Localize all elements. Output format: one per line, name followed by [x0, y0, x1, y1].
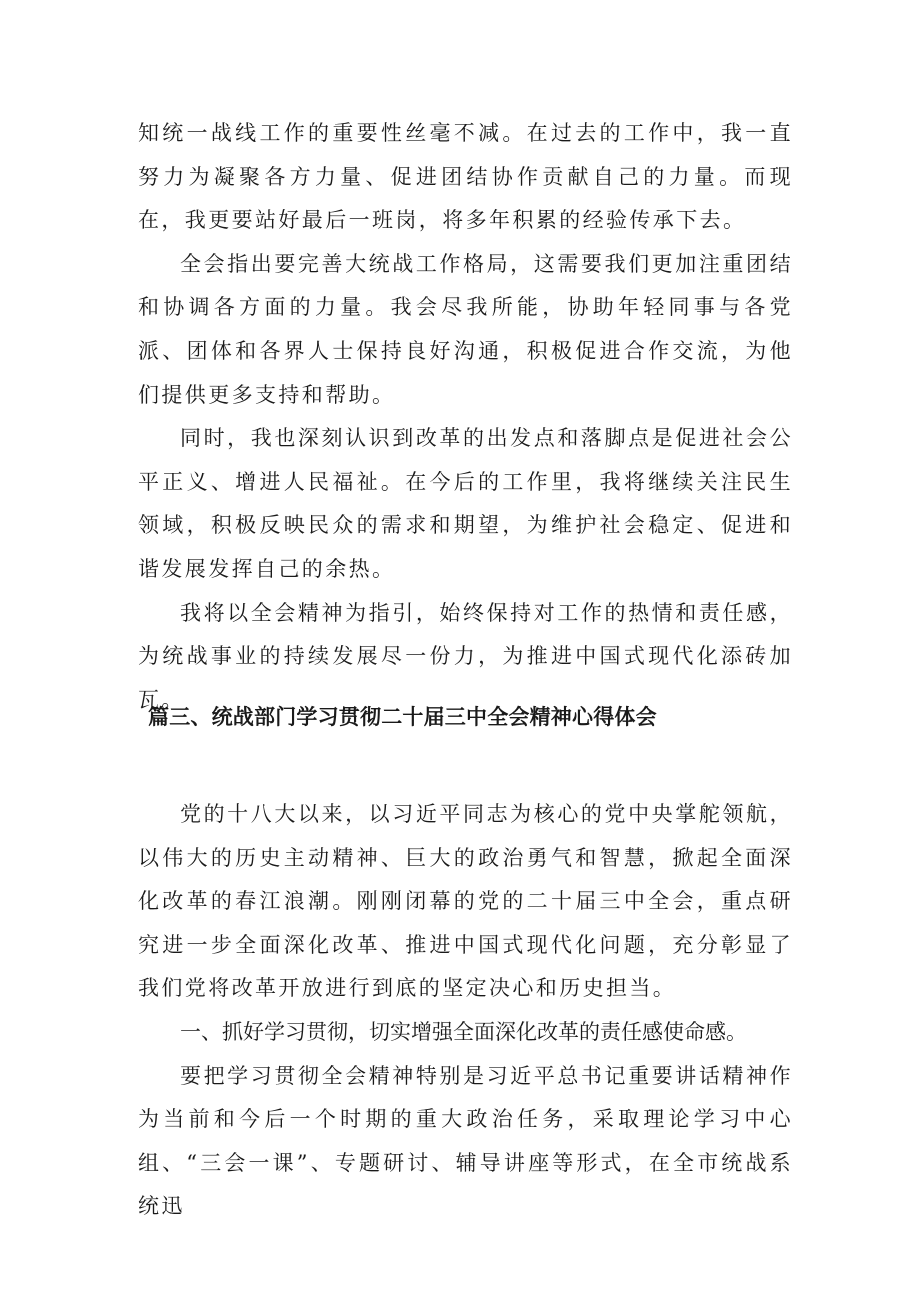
- paragraph: 要把学习贯彻全会精神特别是习近平总书记重要讲话精神作为当前和今后一个时期的重大政治任务，采取理论学习中心组、“三会一课”、专题研讨、辅导讲座等形式，在全市统战系统迅: [138, 1063, 793, 1219]
- paragraph: 同时，我也深刻认识到改革的出发点和落脚点是促进社会公平正义、增进人民福祉。在今后的工作里，我将继续关注民生领域，积极反映民众的需求和期望，为维护社会稳定、促进和谐发展发挥自己的余热。: [138, 426, 793, 581]
- paragraph: 我将以全会精神为指引，始终保持对工作的热情和责任感，为统战事业的持续发展尽一份力，为推进中国式现代化添砖加瓦。: [138, 600, 793, 712]
- intro-paragraph: 党的十八大以来，以习近平同志为核心的党中央掌舵领航，以伟大的历史主动精神、巨大的政治勇气和智慧，掀起全面深化改革的春江浪潮。刚刚闭幕的党的二十届三中全会，重点研究进一步全面深化改革、推进中国式现代化问题，充分彰显了我们党将改革开放进行到底的坚定决心和历史担当。: [138, 802, 793, 1001]
- paragraph: 全会指出要完善大统战工作格局，这需要我们更加注重团结和协调各方面的力量。我会尽我所能，协助年轻同事与各党派、团体和各界人士保持良好沟通，积极促进合作交流，为他们提供更多支持和帮助。: [138, 251, 793, 407]
- section-two-tail: [138, 112, 793, 722]
- section-three-title: 篇三、统战部门学习贯彻二十届三中全会精神心得体会: [148, 705, 657, 729]
- paragraph-continuation: 知统一战线工作的重要性丝毫不减。在过去的工作中，我一直努力为凝聚各方力量、促进团结协作贡献自己的力量。而现在，我更要站好最后一班岗，将多年积累的经验传承下去。: [138, 121, 793, 233]
- section-three-body: [138, 793, 793, 1229]
- subheading-one: 一、抓好学习贯彻，切实增强全面深化改革的责任感使命感。: [180, 1019, 747, 1044]
